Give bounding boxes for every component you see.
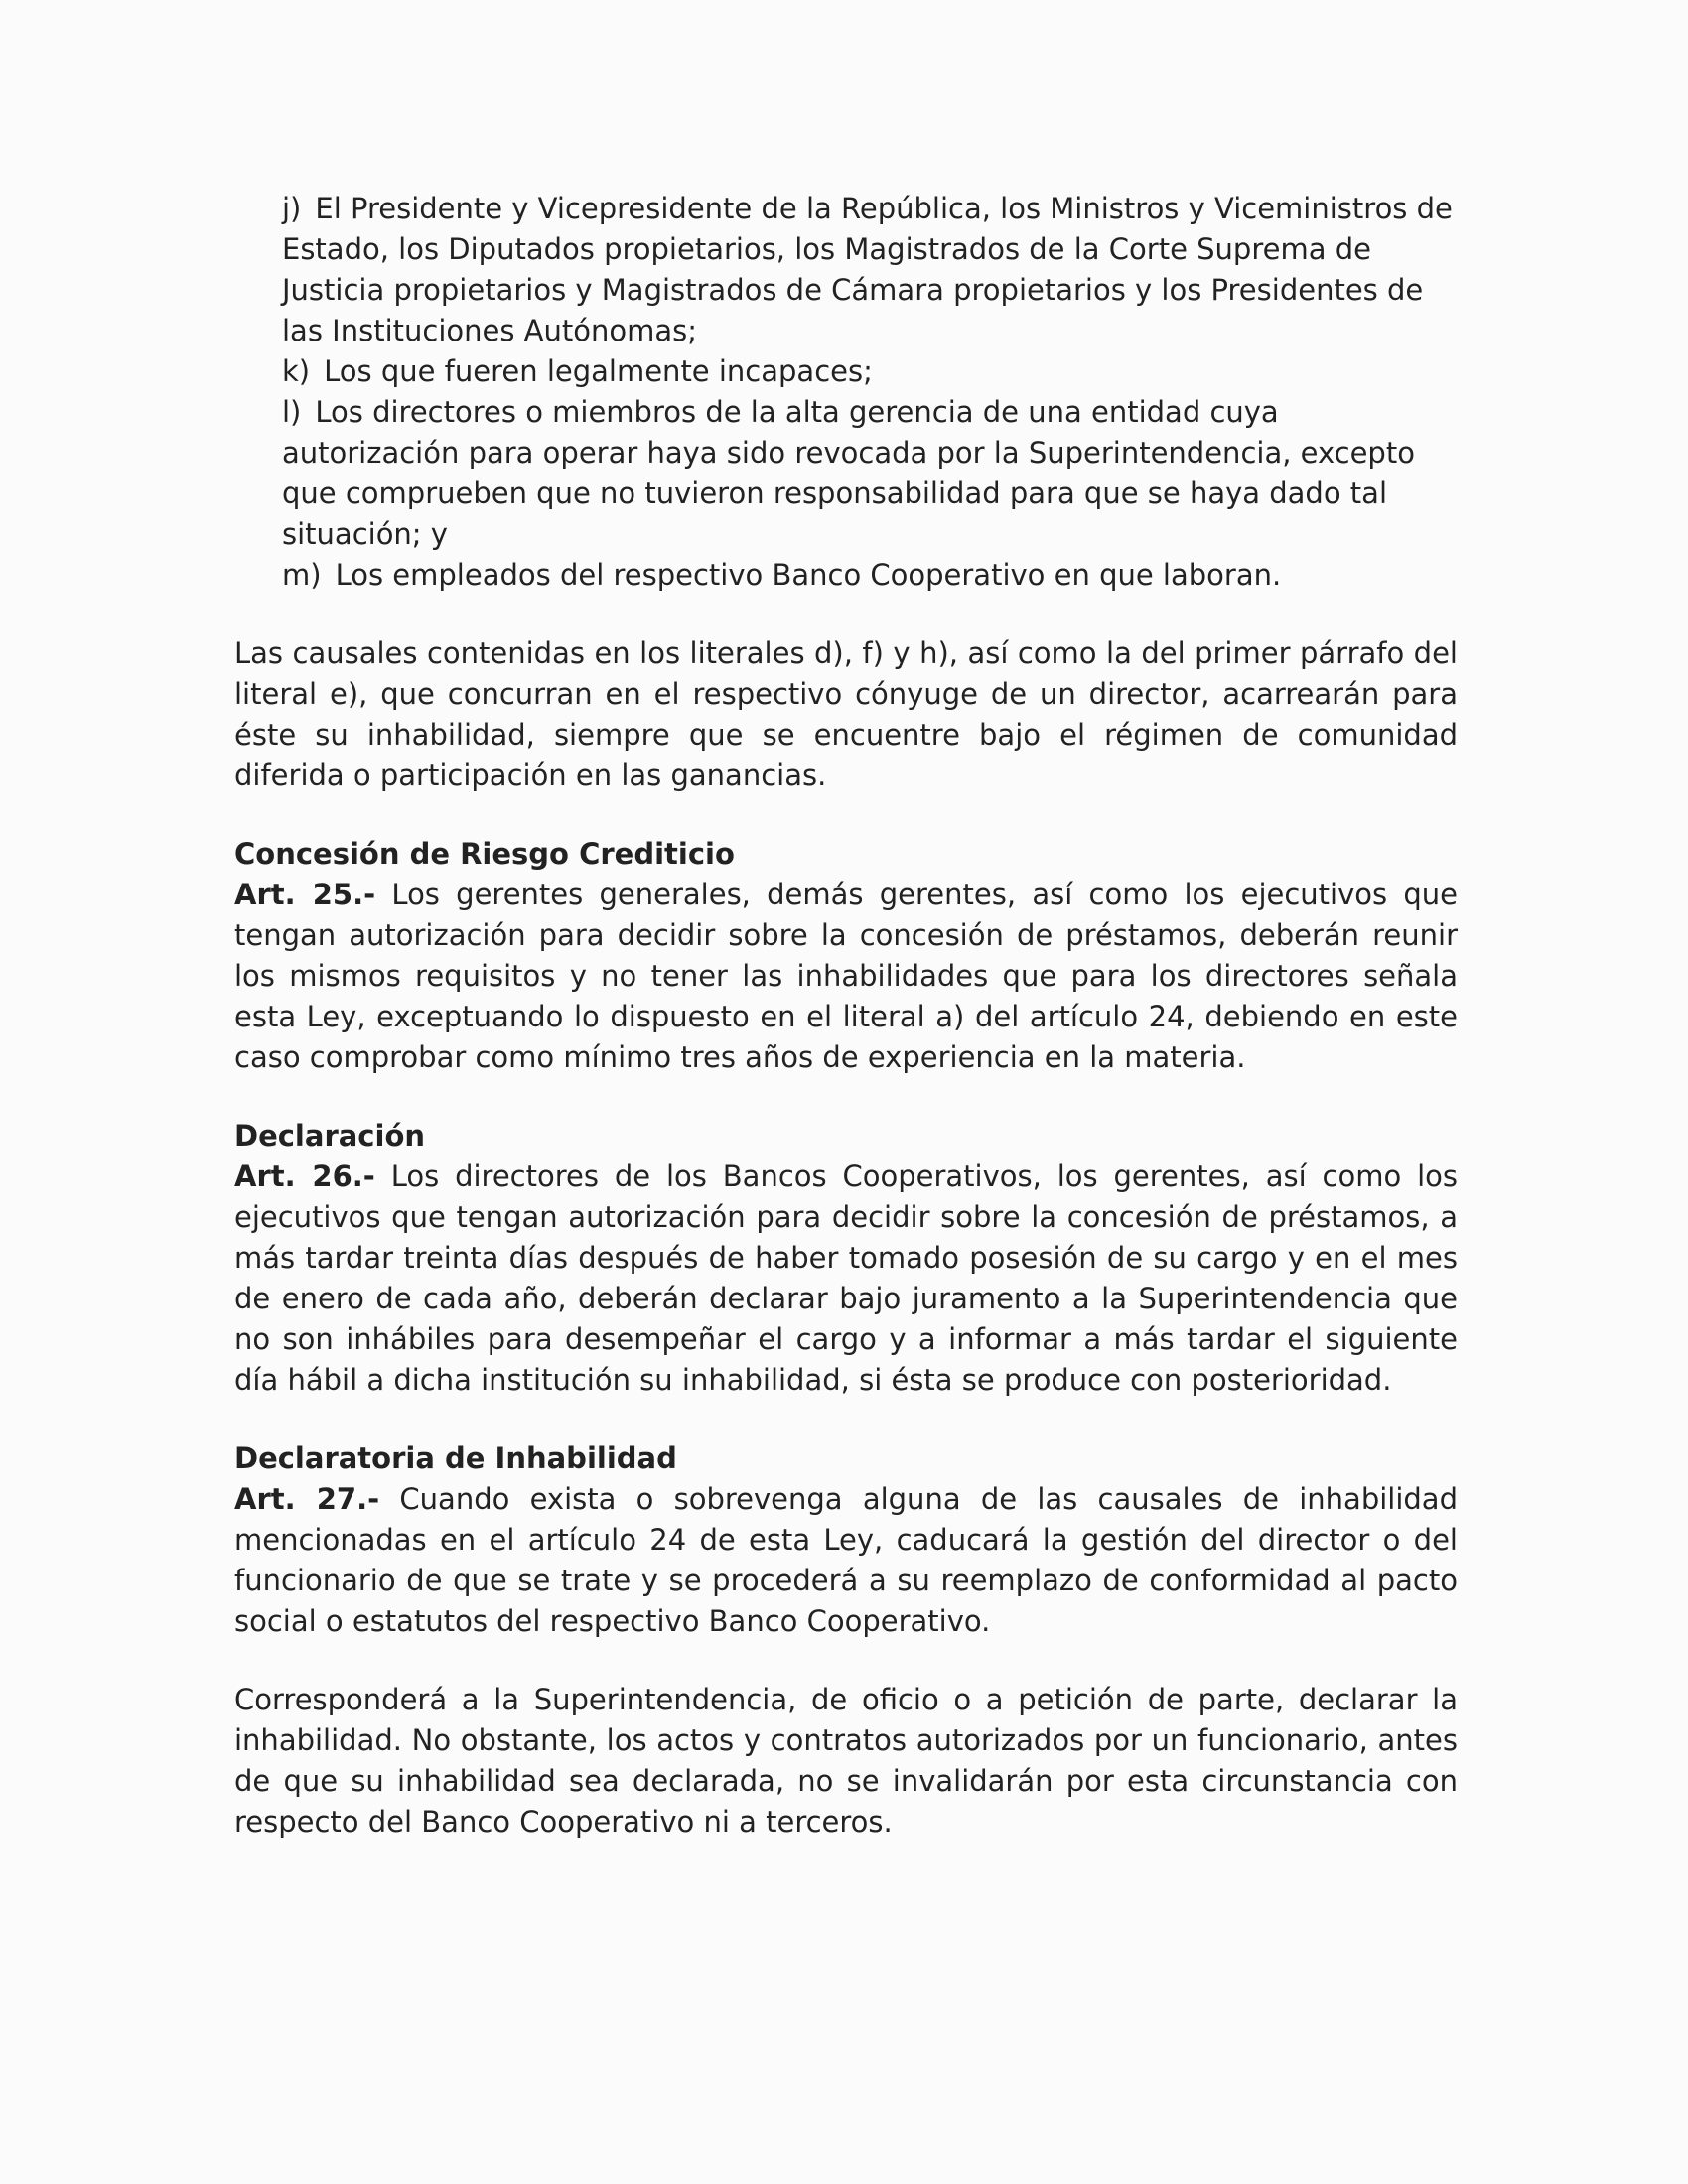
literal-list (282, 189, 1458, 596)
list-item (282, 189, 1458, 351)
article-body (234, 1479, 1458, 1642)
list-item (282, 555, 1458, 596)
list-item-text: Los que fueren legalmente incapaces; (324, 354, 873, 388)
paragraph-causales: Las causales contenidas en los literales d), f) y h), así como la del primer párrafo del literal e), que concurran en el respectivo cónyuge de un director, acarrearán para éste su inhabilidad, siempre que se encuentre bajo el régimen de comunidad diferida o participación en las ganancias. (234, 636, 1458, 792)
list-item-label: l) (282, 395, 302, 429)
section-art-26 (234, 1116, 1458, 1401)
document-body (234, 189, 1458, 1843)
article-body (234, 875, 1458, 1078)
list-item (282, 392, 1458, 555)
article-number: Art. 26.- (234, 1160, 375, 1193)
list-item-label: j) (282, 192, 302, 225)
article-number: Art. 25.- (234, 878, 376, 911)
article-text: Los gerentes generales, demás gerentes, así como los ejecutivos que tengan autorización para decidir sobre la concesión de préstamos, deberán reunir los mismos requisitos y no tener las inhabilidades que para los directores señala esta Ley, exceptuando lo dispuesto en el literal a) del artículo 24, debiendo en este caso comprobar como mínimo tres años de experiencia en la materia. (234, 878, 1458, 1074)
section-art-27 (234, 1438, 1458, 1642)
list-item-text: Los empleados del respectivo Banco Cooperativo en que laboran. (335, 558, 1282, 592)
list-item-text: El Presidente y Vicepresidente de la República, los Ministros y Viceministros de Estado, los Diputados propietarios, los Magistrados de la Corte Suprema de Justicia propietarios y Magistrados de Cámara propietarios y los Presidentes de las Instituciones Autónomas; (282, 192, 1453, 347)
article-number: Art. 27.- (234, 1482, 380, 1516)
section-heading: Declaración (234, 1119, 426, 1153)
section-art-25 (234, 834, 1458, 1078)
list-item-label: m) (282, 558, 322, 592)
section-heading: Declaratoria de Inhabilidad (234, 1441, 677, 1475)
paragraph-final: Corresponderá a la Superintendencia, de oficio o a petición de parte, declarar la inhabilidad. No obstante, los actos y contratos autorizados por un funcionario, antes de que su inhabilidad sea declarada, no se invalidarán por esta circunstancia con respecto del Banco Cooperativo ni a terceros. (234, 1683, 1458, 1839)
article-text: Los directores de los Bancos Cooperativos, los gerentes, así como los ejecutivos que tengan autorización para decidir sobre la concesión de préstamos, a más tardar treinta días después de haber tomado posesión de su cargo y en el mes de enero de cada año, deberán declarar bajo juramento a la Superintendencia que no son inhábiles para desempeñar el cargo y a informar a más tardar el siguiente día hábil a dicha institución su inhabilidad, si ésta se produce con posterioridad. (234, 1160, 1459, 1397)
list-item-label: k) (282, 354, 311, 388)
article-text: Cuando exista o sobrevenga alguna de las causales de inhabilidad mencionadas en el artículo 24 de esta Ley, caducará la gestión del director o del funcionario de que se trate y se procederá a su reemplazo de conformidad al pacto social o estatutos del respectivo Banco Cooperativo. (234, 1482, 1458, 1638)
list-item-text: Los directores o miembros de la alta gerencia de una entidad cuya autorización para operar haya sido revocada por la Superintendencia, excepto que comprueben que no tuvieron responsabilidad para que se haya dado tal situación; y (282, 395, 1415, 551)
section-heading: Concesión de Riesgo Crediticio (234, 837, 735, 871)
article-body (234, 1157, 1458, 1401)
list-item (282, 351, 1458, 392)
